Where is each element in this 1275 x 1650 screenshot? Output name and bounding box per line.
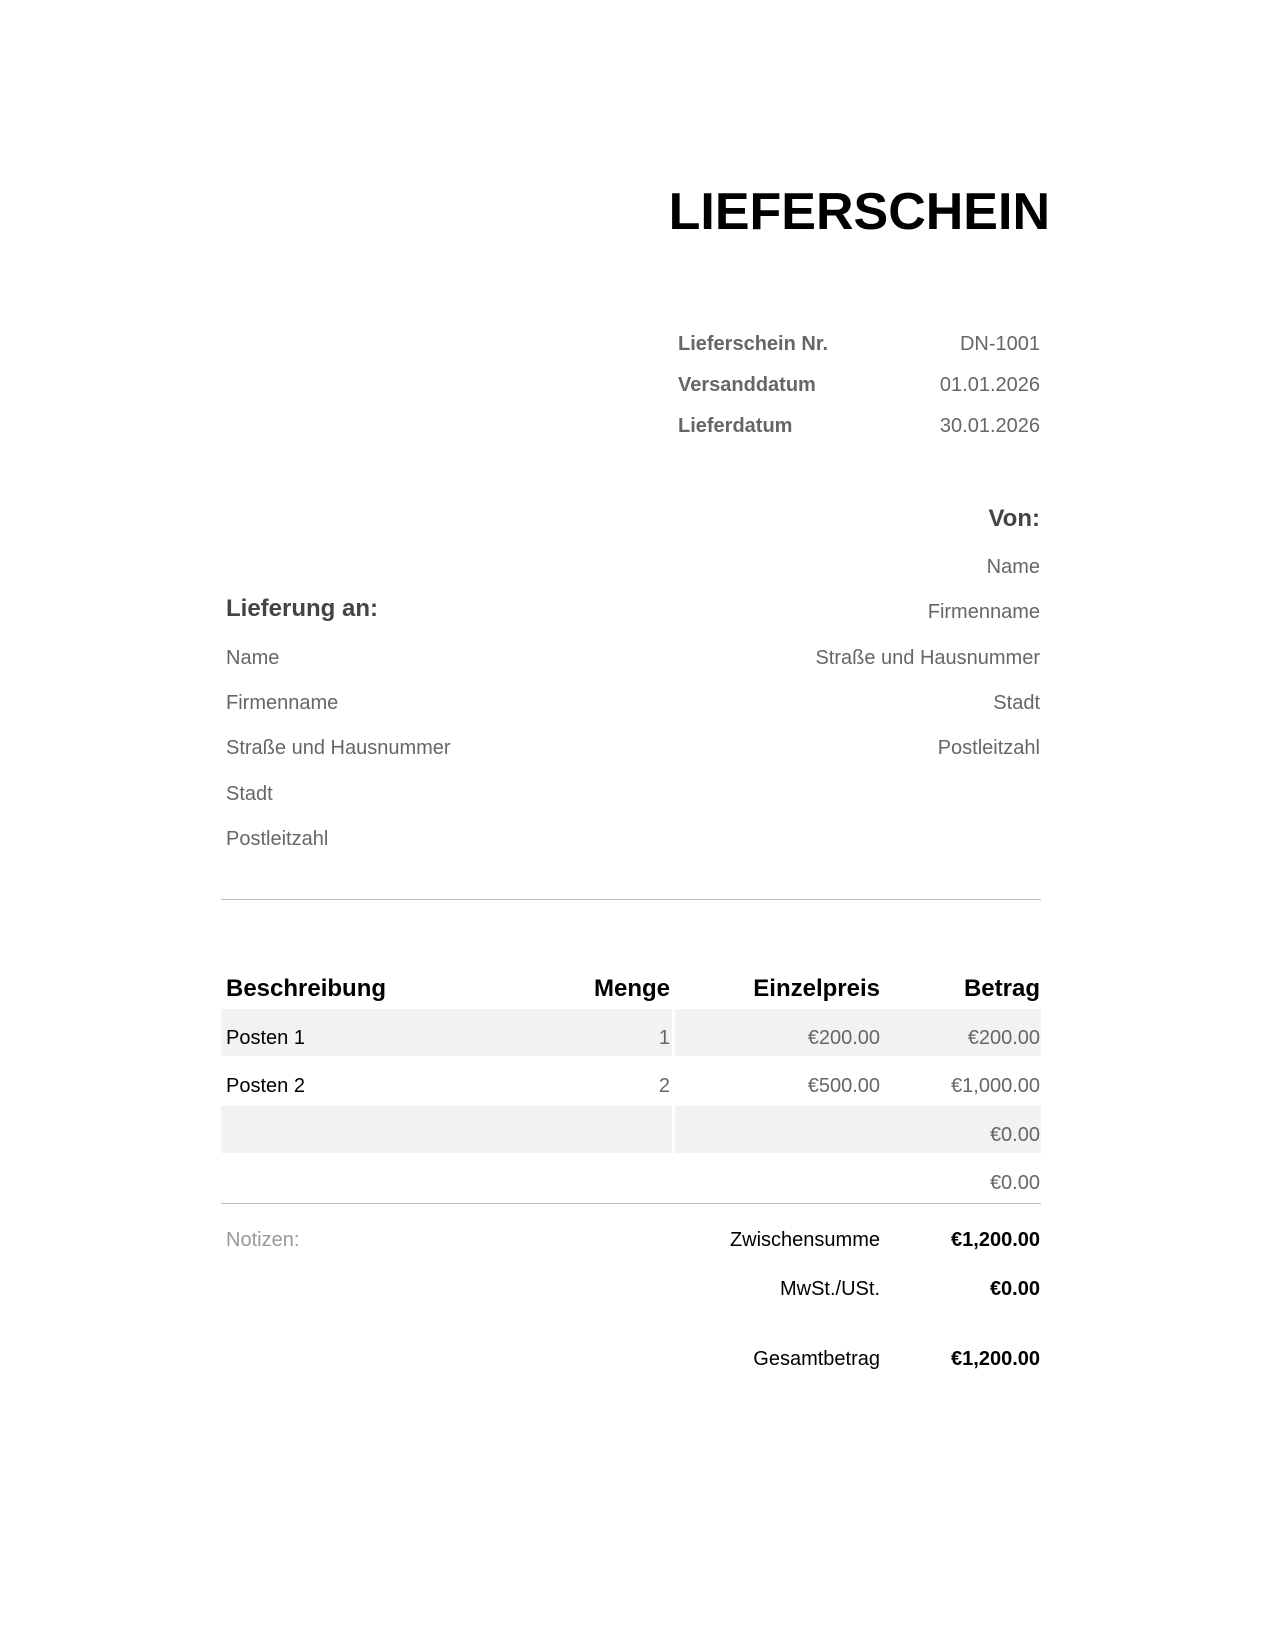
row-amount: €0.00 xyxy=(989,1172,1040,1194)
meta-row-number xyxy=(678,333,1040,363)
header-description: Beschreibung xyxy=(226,975,387,1002)
header-quantity: Menge xyxy=(593,975,670,1002)
meta-value: DN-1001 xyxy=(959,333,1040,355)
section-divider xyxy=(221,899,1041,900)
ship-to-city: Stadt xyxy=(226,783,273,805)
row-unit-price: €500.00 xyxy=(807,1075,880,1097)
from-city: Stadt xyxy=(993,692,1040,714)
meta-value: 30.01.2026 xyxy=(939,415,1040,437)
notes-label: Notizen: xyxy=(226,1229,300,1251)
row-amount: €200.00 xyxy=(967,1027,1040,1049)
meta-label: Lieferdatum xyxy=(678,415,793,437)
row-amount: €1,000.00 xyxy=(951,1075,1040,1097)
ship-to-name: Name xyxy=(226,647,280,669)
row-quantity: 2 xyxy=(658,1075,670,1097)
from-heading: Von: xyxy=(988,505,1040,532)
subtotal-value: €1,200.00 xyxy=(951,1229,1040,1251)
total-value: €1,200.00 xyxy=(951,1348,1040,1370)
meta-value: 01.01.2026 xyxy=(939,374,1040,396)
from-company: Firmenname xyxy=(927,601,1040,623)
ship-to-postcode: Postleitzahl xyxy=(226,828,329,850)
from-street: Straße und Hausnummer xyxy=(815,647,1040,669)
from-name: Name xyxy=(986,556,1040,578)
header-amount: Betrag xyxy=(963,975,1040,1002)
row-description: Posten 2 xyxy=(226,1075,305,1097)
row-amount: €0.00 xyxy=(989,1124,1040,1146)
meta-label: Lieferschein Nr. xyxy=(678,333,829,355)
header-unit-price: Einzelpreis xyxy=(753,975,880,1002)
ship-to-company: Firmenname xyxy=(226,692,339,714)
ship-to-heading: Lieferung an: xyxy=(226,595,379,622)
total-label: Gesamtbetrag xyxy=(753,1348,880,1370)
subtotal-label: Zwischensumme xyxy=(729,1229,880,1251)
meta-label: Versanddatum xyxy=(678,374,816,396)
tax-value: €0.00 xyxy=(989,1278,1040,1300)
tax-label: MwSt./USt. xyxy=(779,1278,880,1300)
meta-row-ship-date xyxy=(678,374,1040,404)
ship-to-street: Straße und Hausnummer xyxy=(226,737,451,759)
row-unit-price: €200.00 xyxy=(807,1027,880,1049)
row-quantity: 1 xyxy=(658,1027,670,1049)
meta-row-delivery-date xyxy=(678,415,1040,445)
from-postcode: Postleitzahl xyxy=(937,737,1040,759)
document-title: LIEFERSCHEIN xyxy=(668,183,1050,241)
row-description: Posten 1 xyxy=(226,1027,305,1049)
table-divider xyxy=(221,1203,1041,1204)
